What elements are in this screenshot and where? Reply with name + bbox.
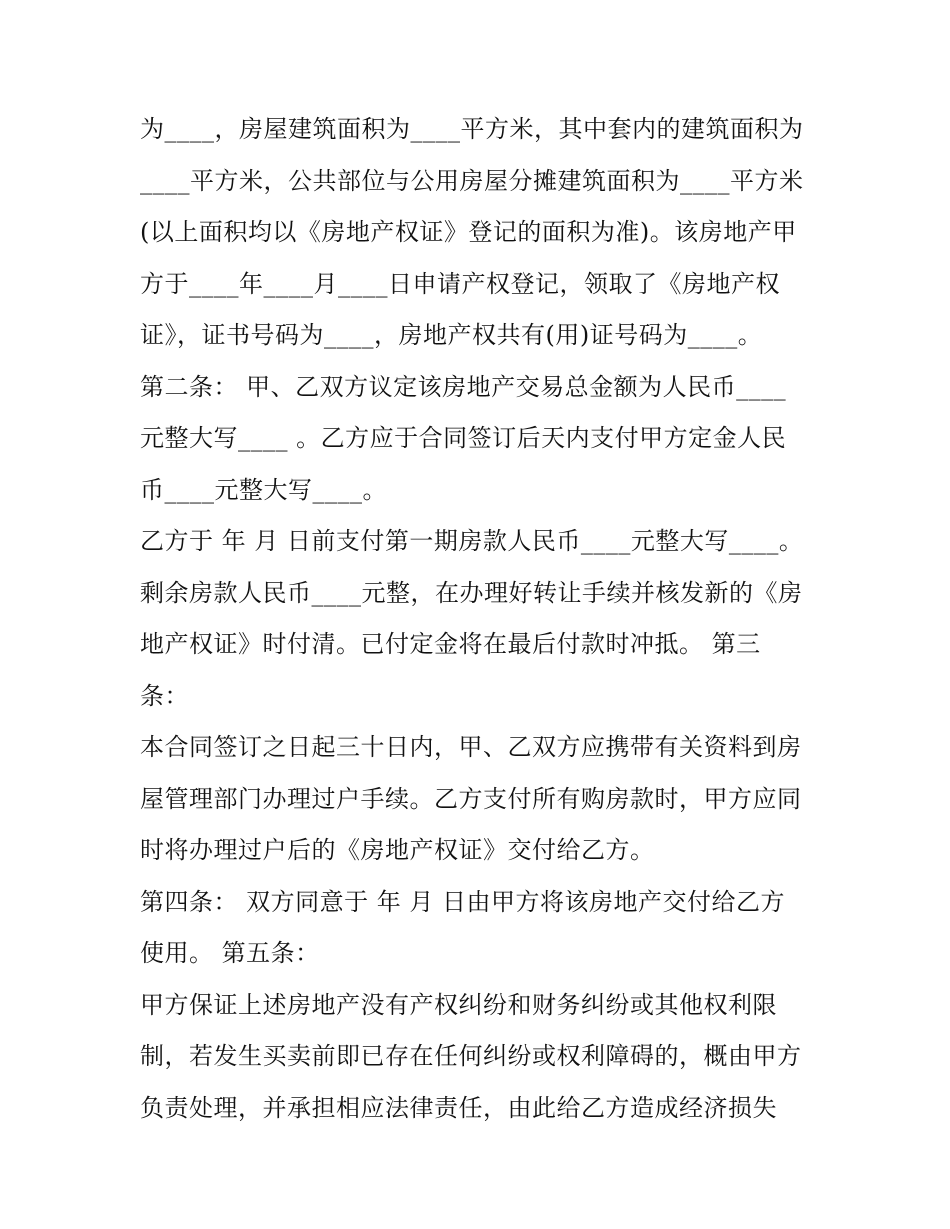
text-line: 屋管理部门办理过户手续。乙方支付所有购房款时，甲方应同: [140, 784, 802, 813]
text-line: 条：: [140, 681, 189, 710]
text-line: 时将办理过户后的《房地产权证》交付给乙方。: [140, 836, 655, 864]
text-line: 第二条： 甲、乙双方议定该房地产交易总金额为人民币____: [140, 372, 787, 401]
text-line: 证》，证书号码为____，房地产权共有(用)证号码为____。: [140, 321, 763, 349]
text-line: 元整大写____ 。乙方应于合同签订后天内支付甲方定金人民: [140, 424, 787, 452]
document-body: [140, 104, 830, 1134]
text-line: ____平方米，公共部位与公用房屋分摊建筑面积为____平方米: [140, 166, 804, 195]
text-line: 负责处理，并承担相应法律责任，由此给乙方造成经济损失: [140, 1093, 777, 1122]
text-line: 为____，房屋建筑面积为____平方米，其中套内的建筑面积为: [140, 115, 804, 143]
text-line: (以上面积均以《房地产权证》登记的面积为准)。该房地产甲: [140, 218, 797, 246]
text-line: 第四条： 双方同意于 年 月 日由甲方将该房地产交付给乙方: [140, 887, 786, 916]
text-line: 方于____年____月____日申请产权登记，领取了《房地产权: [140, 269, 780, 298]
text-line: 地产权证》时付清。已付定金将在最后付款时冲抵。 第三: [140, 630, 761, 658]
text-line: 币____元整大写____。: [140, 475, 387, 504]
text-line: 使用。 第五条：: [140, 939, 320, 967]
text-line: 剩余房款人民币____元整，在办理好转让手续并核发新的《房: [140, 578, 803, 607]
text-line: 制，若发生买卖前即已存在任何纠纷或权利障碍的，概由甲方: [140, 1042, 802, 1070]
text-line: 甲方保证上述房地产没有产权纠纷和财务纠纷或其他权利限: [140, 990, 777, 1019]
text-line: 本合同签订之日起三十日内，甲、乙双方应携带有关资料到房: [140, 733, 802, 761]
text-line: 乙方于 年 月 日前支付第一期房款人民币____元整大写____。: [140, 527, 804, 555]
